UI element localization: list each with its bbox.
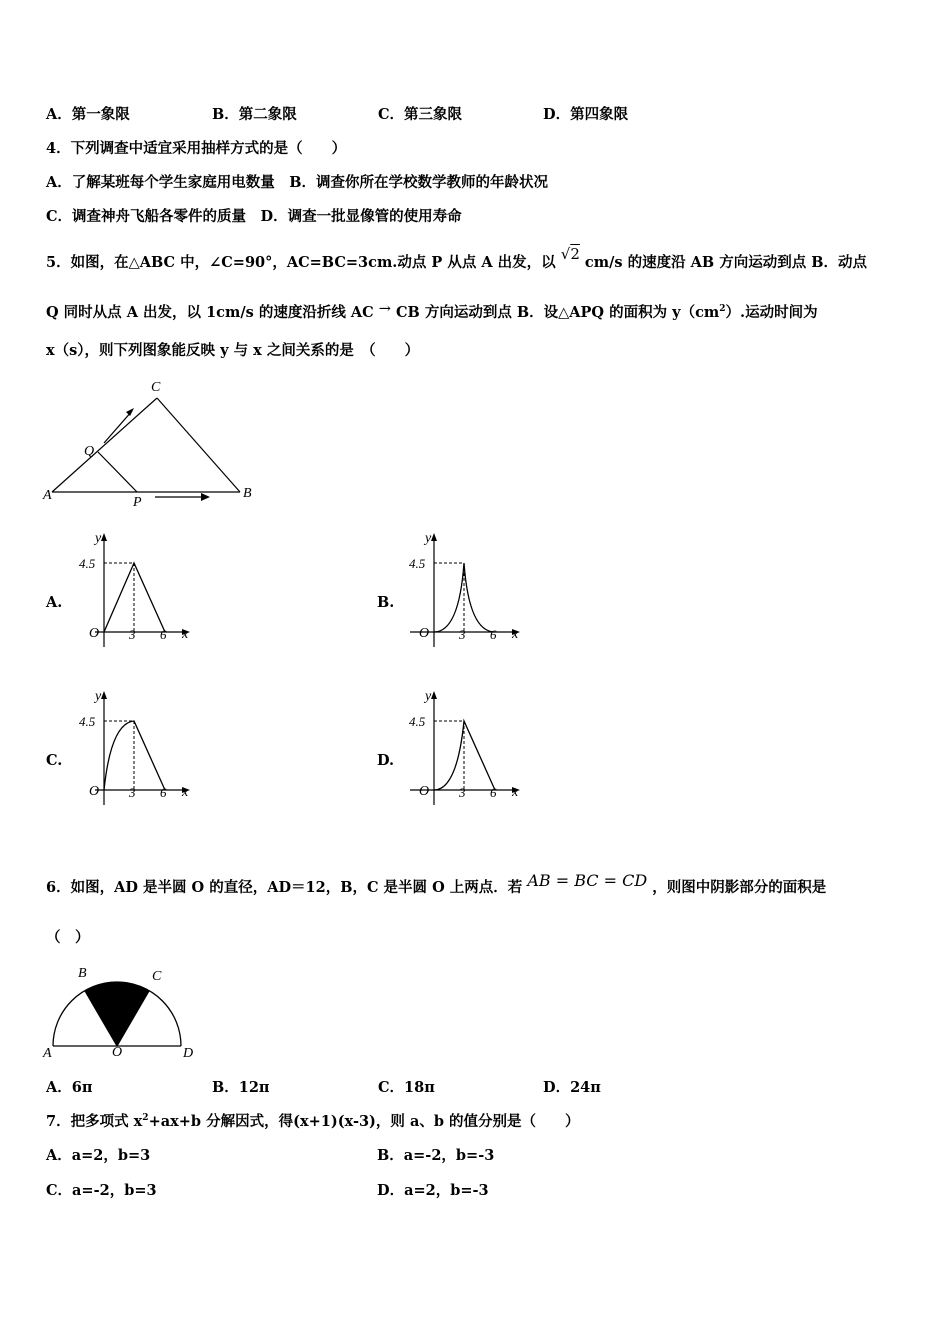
q5-line3: x（s），则下列图象能反映 y 与 x 之间关系的是 （ ） [46, 342, 420, 359]
q6-option-d: D．24π [543, 1079, 601, 1096]
q5-sqrt-value: 2 [570, 245, 580, 263]
q5-line2-text-b: CB 方向运动到点 B．设△APQ 的面积为 y（cm [395, 304, 720, 321]
q5-option-c-label: C. [46, 752, 63, 769]
origin-label: O [89, 784, 100, 799]
arrowhead-q-icon [126, 408, 134, 416]
q5-line1-text-b: cm/s 的速度沿 AB 方向运动到点 B．动点 [584, 254, 868, 271]
q4-options-line1: A．了解某班每个学生家庭用电数量 B．调查你所在学校数学教师的年龄状况 [46, 174, 549, 191]
q3-option-d: D．第四象限 [543, 106, 629, 123]
y-label: y [95, 531, 102, 546]
peak-label: 4.5 [409, 556, 426, 571]
graph-a [75, 525, 200, 650]
y-arrow-icon [431, 533, 437, 541]
origin-label: O [419, 784, 430, 799]
q6-paren: （ ） [46, 929, 90, 946]
q6-option-c: C．18π [378, 1079, 435, 1096]
q4-options-line2: C．调查神舟飞船各零件的质量 D．调查一批显像管的使用寿命 [46, 208, 462, 225]
tick-6: 6 [160, 785, 167, 800]
x-label: x [512, 785, 519, 800]
q3-option-b: B．第二象限 [212, 106, 297, 123]
tick-3: 3 [129, 627, 136, 642]
q6-stem-text-a: 6．如图，AD 是半圆 O 的直径，AD＝12，B，C 是半圆 O 上两点．若 [46, 879, 523, 896]
q5-line2 [46, 301, 818, 322]
tick-3: 3 [459, 785, 466, 800]
q6-stem [46, 871, 827, 897]
graph-c [75, 683, 200, 808]
origin-label: O [89, 626, 100, 641]
side-cb [157, 398, 240, 492]
arrow-q-icon [104, 411, 132, 443]
tick-6: 6 [160, 627, 167, 642]
tick-6: 6 [490, 627, 497, 642]
q3-option-c: C．第三象限 [378, 106, 463, 123]
q7-option-c: C．a=-2，b=3 [46, 1182, 157, 1199]
q5-line2-text-a: Q 同时从点 A 出发，以 1cm/s 的速度沿折线 AC [46, 304, 374, 321]
q4-stem: 4．下列调查中适宜采用抽样方式的是（ ） [46, 140, 347, 157]
label-a: A [43, 1046, 52, 1060]
x-label: x [182, 785, 189, 800]
x-label: x [182, 627, 189, 642]
q7-stem-text-b: +ax+b 分解因式，得(x+1)(x-3)，则 a、b 的值分别是（ ） [148, 1113, 580, 1130]
q5-option-d-label: D. [377, 752, 395, 769]
sqrt-icon: √2 [560, 245, 580, 263]
graph-b [405, 525, 530, 650]
semicircle-figure [40, 960, 210, 1060]
label-q: Q [84, 444, 95, 459]
tick-6: 6 [490, 785, 497, 800]
triangle-figure [40, 375, 270, 510]
y-arrow-icon [101, 691, 107, 699]
label-b: B [78, 966, 87, 981]
q7-option-a: A．a=2，b=3 [46, 1147, 151, 1164]
q5-arrow: → [378, 301, 391, 317]
y-label: y [425, 531, 432, 546]
q7-stem [46, 1110, 580, 1131]
q5-line2-text-c: ）.运动时间为 [725, 304, 818, 321]
q6-arc-expression: AB = BC = CD [527, 871, 648, 890]
label-p: P [133, 495, 142, 510]
graph-d [405, 683, 530, 808]
y-label: y [95, 689, 102, 704]
label-a: A [43, 488, 52, 503]
y-label: y [425, 689, 432, 704]
tick-3: 3 [129, 785, 136, 800]
q6-stem-text-b: ，则图中阴影部分的面积是 [652, 879, 827, 896]
peak-label: 4.5 [79, 556, 96, 571]
label-c: C [151, 380, 161, 395]
origin-label: O [419, 626, 430, 641]
q7-stem-text-a: 7．把多项式 x [46, 1113, 143, 1130]
label-d: D [183, 1046, 194, 1060]
q5-option-b-label: B. [377, 594, 395, 611]
peak-label: 4.5 [409, 714, 426, 729]
side-ac [52, 398, 157, 492]
label-o: O [112, 1045, 123, 1060]
q7-option-b: B．a=-2，b=-3 [377, 1147, 495, 1164]
peak-label: 4.5 [79, 714, 96, 729]
q7-sup: 2 [142, 1113, 149, 1124]
label-c: C [152, 969, 162, 984]
y-arrow-icon [431, 691, 437, 699]
label-b: B [243, 486, 252, 501]
y-arrow-icon [101, 533, 107, 541]
curve [434, 563, 495, 632]
q6-option-a: A．6π [46, 1079, 93, 1096]
arrowhead-p-icon [201, 493, 210, 501]
q5-sup: 2 [719, 304, 726, 315]
tick-3: 3 [459, 627, 466, 642]
shaded-sector [85, 982, 149, 1046]
q5-line1-text-a: 5．如图，在△ABC 中，∠C=90°，AC=BC=3cm.动点 P 从点 A 出发，以 [46, 254, 556, 271]
segment-qp [98, 452, 137, 492]
q3-option-a: A．第一象限 [46, 106, 130, 123]
x-label: x [512, 627, 519, 642]
q5-option-a-label: A. [46, 594, 63, 611]
q7-option-d: D．a=2，b=-3 [377, 1182, 489, 1199]
q5-line1 [46, 245, 868, 272]
q6-option-b: B．12π [212, 1079, 270, 1096]
